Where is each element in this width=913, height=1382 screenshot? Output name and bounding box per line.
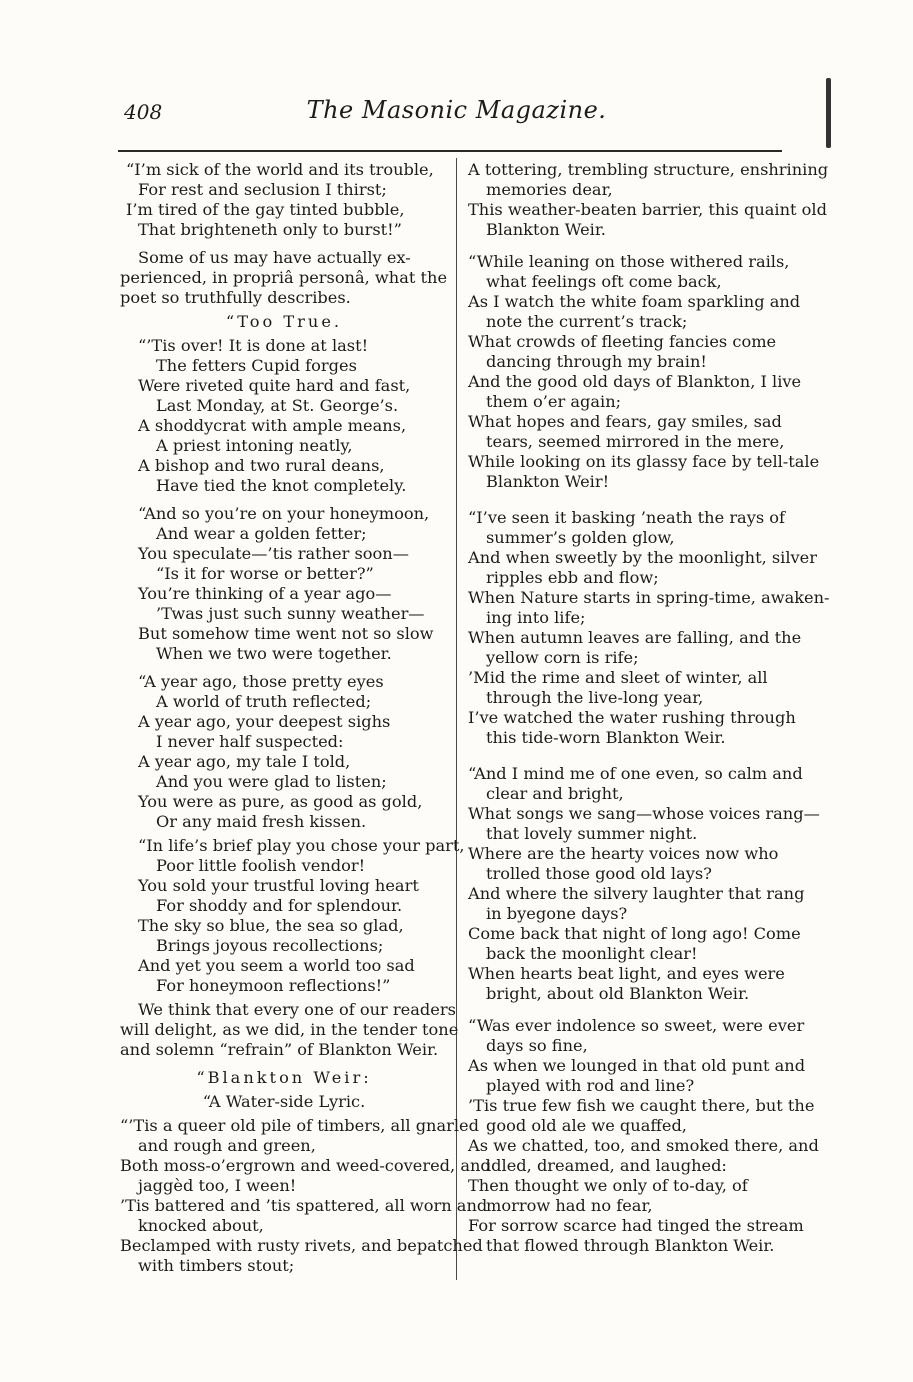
verse-line: Where are the hearty voices now who (468, 844, 779, 863)
verse-line: And yet you seem a world too sad (138, 956, 415, 975)
verse-line: And you were glad to listen; (156, 772, 387, 791)
verse-line: But somehow time went not so slow (138, 624, 434, 643)
verse-line: As we chatted, too, and smoked there, and (468, 1136, 819, 1155)
verse-line: “In life’s brief play you chose your part, (138, 836, 465, 855)
prose-line: Some of us may have actually ex- (138, 248, 411, 267)
verse-line: yellow corn is rife; (486, 648, 639, 667)
verse-line: ’Tis true few fish we caught there, but the (468, 1096, 815, 1115)
verse-line: Poor little foolish vendor! (156, 856, 366, 875)
verse-line: While looking on its glassy face by tell-tale (468, 452, 820, 471)
poem-stanza (468, 252, 820, 492)
prose-line: perienced, in propriâ personâ, what the (120, 268, 448, 287)
header-rule (118, 150, 782, 152)
verse-line: A tottering, trembling structure, enshrining (468, 160, 829, 179)
page-header (0, 96, 913, 136)
verse-line: And wear a golden fetter; (156, 524, 367, 543)
verse-line: them o’er again; (486, 392, 622, 411)
verse-line: knocked about, (138, 1216, 264, 1235)
verse-line: For sorrow scarce had tinged the stream (468, 1216, 804, 1235)
verse-line: through the live-long year, (486, 688, 704, 707)
verse-line: I’ve watched the water rushing through (468, 708, 796, 727)
page-edge-mark (826, 78, 831, 148)
verse-line: A shoddycrat with ample means, (138, 416, 407, 435)
poem-title: “Blankton Weir: (196, 1068, 372, 1087)
verse-line: back the moonlight clear! (486, 944, 698, 963)
left-column (120, 160, 491, 1276)
verse-line: Come back that night of long ago! Come (468, 924, 801, 943)
verse-line: “I’ve seen it basking ’neath the rays of (468, 508, 786, 527)
verse-line: I’m tired of the gay tinted bubble, (126, 200, 405, 219)
verse-line: ’Tis battered and ’tis spattered, all worn and (120, 1196, 488, 1215)
verse-line: You sold your trustful loving heart (138, 876, 419, 895)
verse-line: bright, about old Blankton Weir. (486, 984, 750, 1003)
verse-line: what feelings oft come back, (486, 272, 722, 291)
verse-line: You’re thinking of a year ago— (138, 584, 392, 603)
verse-line: A priest intoning neatly, (156, 436, 353, 455)
poem-stanza (120, 672, 448, 832)
verse-line: Last Monday, at St. George’s. (156, 396, 399, 415)
verse-line: clear and bright, (486, 784, 624, 803)
verse-line: And when sweetly by the moonlight, silver (468, 548, 817, 567)
poem-stanza (120, 504, 448, 664)
prose-line: and solemn “refrain” of Blankton Weir. (120, 1040, 439, 1059)
prose-mid (120, 1000, 459, 1060)
verse-line: in byegone days? (486, 904, 628, 923)
verse-line: What hopes and fears, gay smiles, sad (468, 412, 782, 431)
verse-line: “A year ago, those pretty eyes (138, 672, 384, 691)
verse-line: You speculate—’tis rather soon— (138, 544, 409, 563)
verse-line: This weather-beaten barrier, this quaint old (468, 200, 827, 219)
verse-line: dancing through my brain! (486, 352, 707, 371)
poem-stanza (468, 764, 820, 1004)
prose-line: will delight, as we did, in the tender tone (120, 1020, 459, 1039)
verse-line: “Was ever indolence so sweet, were ever (468, 1016, 805, 1035)
verse-line: tears, seemed mirrored in the mere, (486, 432, 785, 451)
verse-line: played with rod and line? (486, 1076, 695, 1095)
verse-line: I never half suspected: (156, 732, 344, 751)
verse-line: For honeymoon reflections!” (156, 976, 391, 995)
verse-line: As when we lounged in that old punt and (468, 1056, 806, 1075)
verse-line: “And so you’re on your honeymoon, (138, 504, 430, 523)
verse-line: note the current’s track; (486, 312, 688, 331)
column-divider (456, 158, 457, 1280)
verse-line: And where the silvery laughter that rang (468, 884, 805, 903)
verse-line: Were riveted quite hard and fast, (138, 376, 411, 395)
verse-line: A bishop and two rural deans, (138, 456, 385, 475)
verse-line: That brighteneth only to burst!” (138, 220, 402, 239)
poem-stanza (120, 836, 465, 996)
verse-line: that flowed through Blankton Weir. (486, 1236, 775, 1255)
verse-line: Beclamped with rusty rivets, and bepatched (120, 1236, 483, 1255)
page-number: 408 (124, 100, 163, 124)
verse-line: “And I mind me of one even, so calm and (468, 764, 803, 783)
verse-line: ing into life; (486, 608, 586, 627)
poem-subtitle: “A Water-side Lyric. (202, 1092, 366, 1111)
verse-line: Or any maid fresh kissen. (156, 812, 367, 831)
verse-line: “I’m sick of the world and its trouble, (126, 160, 434, 179)
poem-stanza (468, 508, 830, 748)
verse-line: The fetters Cupid forges (156, 356, 357, 375)
verse-line: summer’s golden glow, (486, 528, 675, 547)
verse-line: with timbers stout; (138, 1256, 295, 1275)
verse-line: A year ago, your deepest sighs (138, 712, 391, 731)
poem-title: “Too True. (225, 312, 343, 331)
prose-intro (120, 248, 448, 308)
poem-stanza (468, 1016, 819, 1256)
verse-line: When Nature starts in spring-time, awaken- (468, 588, 830, 607)
verse-line: You were as pure, as good as gold, (138, 792, 423, 811)
verse-line: idled, dreamed, and laughed: (486, 1156, 727, 1175)
verse-line: Have tied the knot completely. (156, 476, 407, 495)
verse-line: When hearts beat light, and eyes were (468, 964, 785, 983)
verse-line: Blankton Weir. (486, 220, 606, 239)
verse-line: morrow had no fear, (486, 1196, 653, 1215)
right-column (468, 160, 830, 1256)
opening-verse (120, 160, 448, 240)
verse-line: this tide-worn Blankton Weir. (486, 728, 726, 747)
poem-stanza (120, 336, 448, 496)
verse-line: Both moss-o’ergrown and weed-covered, and (120, 1156, 491, 1175)
verse-line: Blankton Weir! (486, 472, 610, 491)
verse-line: “Is it for worse or better?” (156, 564, 374, 583)
verse-line: jaggèd too, I ween! (138, 1176, 297, 1195)
verse-line: “While leaning on those withered rails, (468, 252, 790, 271)
verse-line: ’Mid the rime and sleet of winter, all (468, 668, 768, 687)
verse-line: As I watch the white foam sparkling and (468, 292, 801, 311)
poem-stanza (468, 160, 829, 240)
verse-line: What songs we sang—whose voices rang— (468, 804, 820, 823)
poem-stanza (120, 1116, 491, 1276)
prose-line: poet so truthfully describes. (120, 288, 351, 307)
verse-line: A year ago, my tale I told, (138, 752, 351, 771)
verse-line: For shoddy and for splendour. (156, 896, 403, 915)
verse-line: good old ale we quaffed, (486, 1116, 687, 1135)
verse-line: “’Tis a queer old pile of timbers, all gnarled (120, 1116, 479, 1135)
prose-line: We think that every one of our readers (138, 1000, 456, 1019)
verse-line: When autumn leaves are falling, and the (468, 628, 802, 647)
verse-line: that lovely summer night. (486, 824, 698, 843)
verse-line: ’Twas just such sunny weather— (156, 604, 425, 623)
verse-line: and rough and green, (138, 1136, 316, 1155)
verse-line: trolled those good old lays? (486, 864, 712, 883)
verse-line: ripples ebb and flow; (486, 568, 659, 587)
verse-line: A world of truth reflected; (156, 692, 372, 711)
verse-line: For rest and seclusion I thirst; (138, 180, 387, 199)
running-title: The Masonic Magazine. (306, 96, 607, 124)
verse-line: Brings joyous recollections; (156, 936, 384, 955)
verse-line: “’Tis over! It is done at last! (138, 336, 369, 355)
verse-line: When we two were together. (156, 644, 392, 663)
verse-line: memories dear, (486, 180, 613, 199)
verse-line: The sky so blue, the sea so glad, (138, 916, 404, 935)
verse-line: days so fine, (486, 1036, 588, 1055)
verse-line: And the good old days of Blankton, I live (468, 372, 802, 391)
verse-line: What crowds of fleeting fancies come (468, 332, 777, 351)
verse-line: Then thought we only of to-day, of (468, 1176, 748, 1195)
